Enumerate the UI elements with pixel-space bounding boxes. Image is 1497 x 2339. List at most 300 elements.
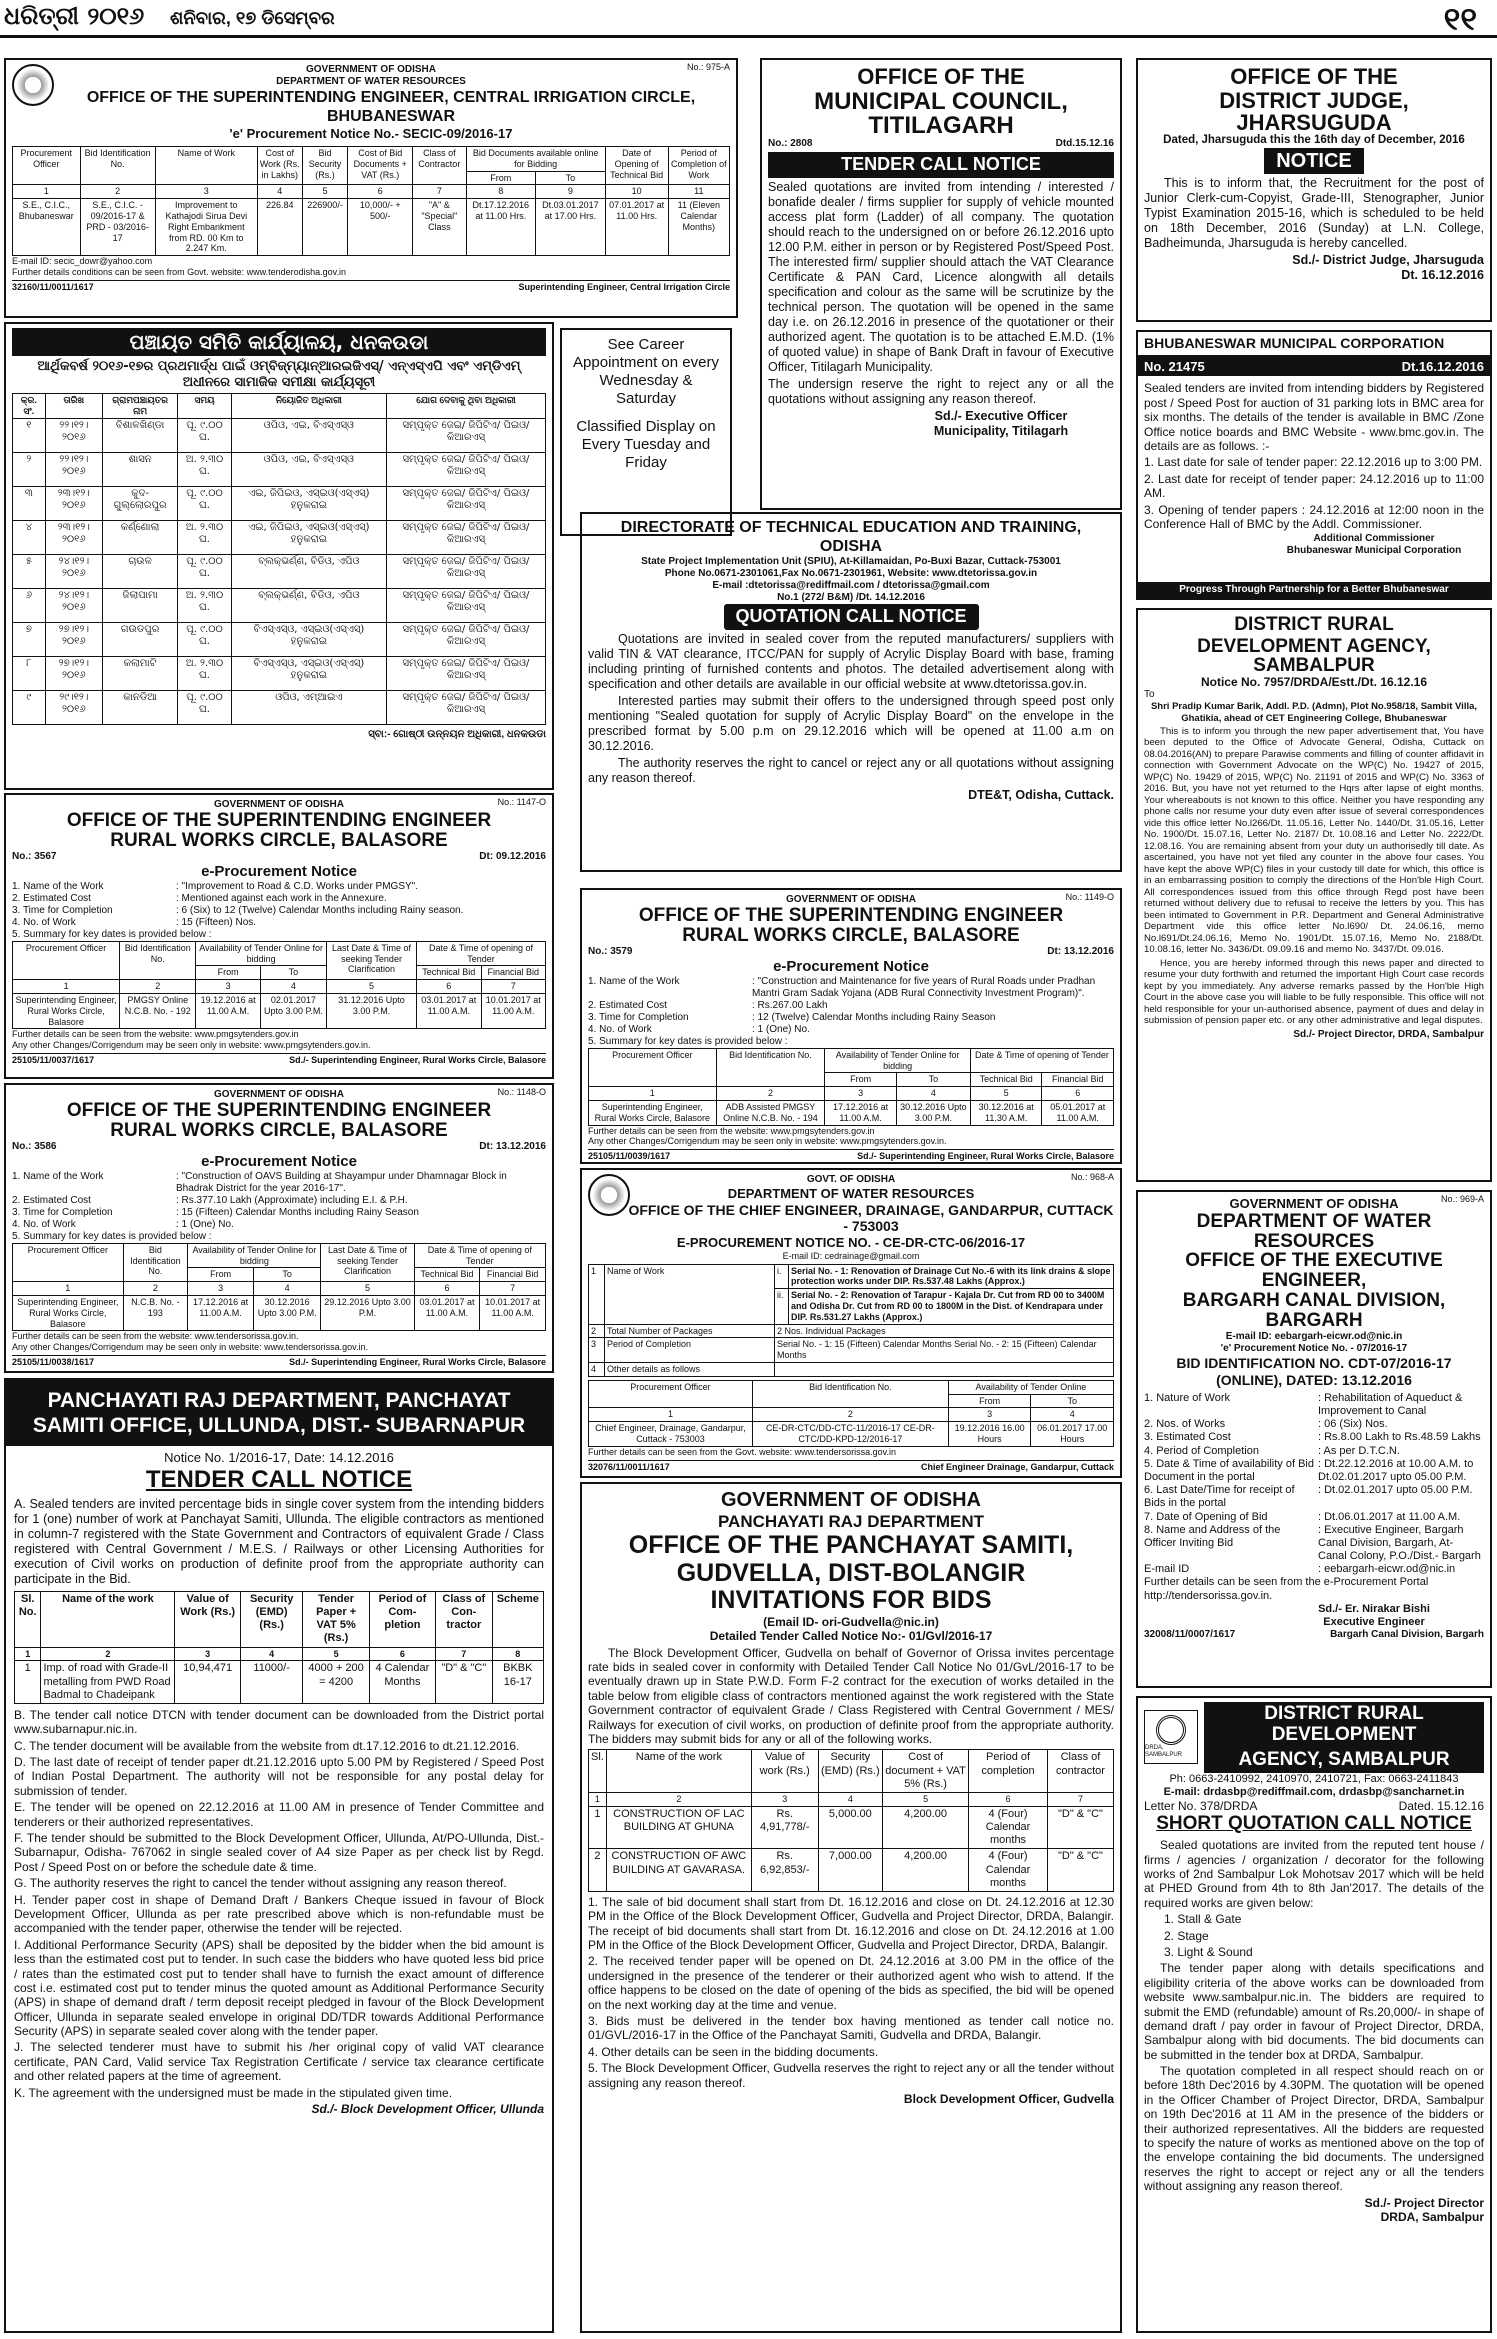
office-title: DISTRICT RURAL	[1234, 614, 1394, 635]
table-cell: ବ୍ଲକ୍‌ଭର୍ଣ୍ଣ, ବିଡିଓ, ଏପିଓ	[231, 588, 386, 622]
list-item: F. The tender should be submitted to the Block Development Officer, Ullunda, At/PO-Ullunda, Dist.- Subarnapur, Odisha- 767062 in single sealed cover of A4 size Paper as per check list by Regd. Post / Speed Post on or before the schedule date & time.	[14, 1831, 544, 1874]
cell-text: 4	[589, 1362, 605, 1376]
list-item	[12, 905, 546, 917]
list-item	[12, 917, 546, 929]
item-label: 2. Estimated Cost	[12, 1194, 91, 1206]
table-cell: ବ୍ଲକ୍‌ଭର୍ଣ୍ଣ, ବିଡିଓ, ଏପିଓ	[231, 554, 386, 588]
cell-text: 1	[13, 980, 120, 994]
list-item	[12, 1207, 546, 1219]
corrigendum: Any other Changes/Corrigendum may be seen only in website: www.pmgsytenders.gov.in.	[588, 1136, 947, 1147]
cell-text: 5,000.00	[818, 1806, 882, 1849]
cell-text: Financial Bid	[481, 966, 546, 980]
table-cell: ସମ୍ପୃକ୍ତ ଜେଇ/ ଜିପିଟିଏ/ ପିଇଓ/ କିଆରଏସ୍	[386, 554, 545, 588]
cell-text: 17.12.2016 at 11.00 A.M.	[825, 1101, 897, 1126]
notice-title: 'e' Procurement Notice No. - 07/2016-17	[1220, 1343, 1408, 1355]
signature: Sd./- Superintending Engineer, Rural Works Circle, Balasore	[289, 1055, 546, 1066]
cell-text: 1	[13, 1282, 124, 1296]
table-cell: ୨୩।୧୨।୨୦୧୬	[45, 486, 102, 520]
cell-text: Period of Com- pletion	[369, 1591, 435, 1647]
table-cell: ସମ୍ପୃକ୍ତ ଜେଇ/ ଜିପିଟିଏ/ ପିଇଓ/ କିଆରଏସ୍	[386, 486, 545, 520]
table-cell: ଗଉଡପୁର	[102, 622, 177, 656]
cell-text: Financial Bid	[480, 1268, 546, 1282]
code: 32160/11/0011/1617	[12, 281, 94, 292]
table-cell: ବିଶାଳଖିଣ୍ଡା	[102, 418, 177, 452]
office-title: OFFICE OF THE SUPERINTENDING ENGINEER	[638, 905, 1064, 926]
item-label: 4. Period of Completion	[1144, 1444, 1259, 1457]
work-table: 1 Name of Work i. Serial No. - 1: Renovation of Drainage Cut No.-6 with its link drains & slope protection works under DIP. Rs.537.48 Lakhs (Approx.) ii. Serial No. - 2: Renovation of Tarapur - Kajala Dr. Cut from RD 00 to 3400M and Odisha Dr. Cut from RD 00 to 1800M in the Dist. of Kendrapara under DIP. Rs.531.27 Lakhs (Approx.) 2 Total Number of Packages 2 Nos. Individual Packages 3 Period of Completion Serial No. - 1: 15 (Fifteen) Calendar Months Serial No. - 2: 15 (Fifteen) Calendar Months 4 Other details as follows	[588, 1264, 1114, 1377]
ref-date: Dt: 13.12.2016	[479, 1140, 546, 1152]
cell-text: ସମୟ	[178, 394, 232, 419]
cell-text: Bid Identification No.	[752, 1380, 948, 1408]
list-item	[588, 976, 1114, 1000]
cell-text: Superintending Engineer, Rural Works Circle, Balasore	[13, 1296, 124, 1331]
cell-text: 2	[123, 1282, 188, 1296]
drda-logo	[1144, 1710, 1198, 1764]
cell-text: 03.01.2017 at 11.00 A.M.	[417, 994, 481, 1029]
cell-text: 226.84	[257, 199, 302, 256]
signature: Additional Commissioner	[1313, 533, 1435, 545]
cell-text: Availability of Tender Online for bidding	[825, 1048, 971, 1073]
cell-text: "D" & "C"	[1047, 1849, 1113, 1892]
cell-text: ଗ୍ରାମପଞ୍ଚାୟତର ନାମ	[102, 394, 177, 419]
signature: Sd./- Project Director, DRDA, Sambalpur	[1293, 1028, 1484, 1040]
office-title: OFFICE OF THE SUPERINTENDING ENGINEER	[66, 1100, 492, 1121]
list-item: I. Additional Performance Security (APS) shall be deposited by the bidder when the bid amount is less than the estimated cost put to tender. In such case the bidders who have quoted less bid price / rates than the estimated cost put to tender shall have to furnish the exact amount of difference cost i.e. estimated cost put to tender minus the quoted amount as Additional Performance Security (APS) in shape of demand draft / term deposit receipt pledged in favour of the Block Development Officer, Ullunda in separate sealed envelope in original DD/TDR towards Additional Performance Security (APS) in separate sealed cover along with the tender paper.	[14, 1937, 544, 2039]
dates-table	[12, 941, 546, 1030]
cell-text: Tender Paper + VAT 5% (Rs.)	[303, 1591, 369, 1647]
cell-text: Last Date & Time of seeking Tender Clarification	[321, 1243, 414, 1281]
notice-drda-quotation	[1136, 1696, 1492, 2333]
bid-date: (ONLINE), DATED: 13.12.2016	[1216, 1372, 1412, 1389]
signature: Bargarh Canal Division, Bargarh	[1330, 1629, 1484, 1641]
list-item	[588, 1012, 1114, 1024]
cell-text: 5	[302, 185, 348, 199]
to-label: To	[1144, 689, 1155, 701]
cell-text: 4 (Four) Calendar months	[969, 1806, 1048, 1849]
table-cell: ପୂ. ୯.୦୦ ଘ.	[178, 418, 232, 452]
gov-label: GOVERNMENT OF ODISHA	[213, 799, 344, 810]
tender-table	[12, 146, 730, 256]
office-title: BHUBANESWAR MUNICIPAL CORPORATION	[1138, 332, 1490, 357]
cell-text: Date & Time of opening of Tender	[414, 1243, 545, 1268]
cell-text: Bid Documents available online for Bidding	[466, 146, 605, 171]
office-title: OFFICE OF THE	[1230, 64, 1398, 89]
cell-text: Name of the work	[41, 1591, 175, 1647]
body-text: The Block Development Officer, Gudvella on behalf of Governor of Orissa invites percentage rate bids in sealed cover in conformity with Detailed Tender Call Notice No 01/GvL/2016-17 to be eventually drawn up in State P.W.D. Form F-2 contract for the execution of works detailed in the table below from eligible class of contractors mentioned against the work registered with the State Government contractor of equivalent Grade / Class Registered with Central Government / MES/ Railways for execution of civil works, on production of definite proof from the appropriate authority. The bidders may submit bids for any or all of the following works.	[588, 1645, 1114, 1747]
ref-date: Dated, Jharsuguda this the 16th day of December, 2016	[1163, 134, 1465, 147]
list-item	[12, 1219, 546, 1231]
list-item	[1144, 1484, 1484, 1510]
cell-text: 3	[751, 1792, 818, 1806]
cell-text: Class of Contractor	[413, 146, 466, 184]
summary-label: 5. Summary for key dates is provided below :	[588, 1035, 788, 1047]
notice-central-irrigation	[4, 58, 738, 318]
table-cell: ଏଇ, ଜିପିଇଓ, ଏସ୍‌ଇଓ(ଏସ୍‌ଏସ୍‌) ହନୁକରାଇ	[231, 486, 386, 520]
code: 25105/11/0039/1617	[588, 1151, 671, 1162]
cell-text: Value of Work (Rs.)	[175, 1591, 240, 1647]
office-title: DISTRICT JUDGE, JHARSUGUDA	[1219, 88, 1409, 136]
cell-text: Period of completion	[969, 1750, 1048, 1793]
list-item: K. The agreement with the undersigned must be made in the stipulated given time.	[14, 2085, 453, 2100]
notice-drda-absence	[1136, 608, 1492, 1182]
signature: DTE&T, Odisha, Cuttack.	[968, 787, 1114, 802]
cell-text: Procurement Officer	[13, 941, 120, 979]
cell-text: 06.01.2017 17.00 Hours	[1031, 1422, 1114, 1447]
cell-text: 2	[716, 1087, 825, 1101]
ref-date: Dt: 09.12.2016	[479, 850, 546, 862]
table-cell: ସମ୍ପୃକ୍ତ ଜେଇ/ ଜିପିଟିଏ/ ପିଇଓ/ କିଆରଏସ୍	[386, 418, 545, 452]
list-item	[12, 1195, 546, 1207]
table-cell: ୧	[13, 418, 46, 452]
item-value: : Rs.267.00 Lakh	[752, 999, 828, 1011]
cell-text: "D" & "C"	[1047, 1806, 1113, 1849]
item-value: : 12 (Twelve) Calendar Months including Rainy Season	[752, 1011, 996, 1023]
cell-text: 7	[1047, 1792, 1113, 1806]
list-item: J. The selected tenderer must have to submit his /her original copy of valid VAT clearance certificate, PAN Card, Valid service Tax Registration Certificate / service tax clearance certificate and other related papers at the time of agreement.	[14, 2040, 544, 2084]
email: E-mail ID: eebargarh-eicwr.od@nic.in	[1225, 1331, 1403, 1343]
body-text: Interested parties may submit their offers to the undersigned through speed post only mentioning "Sealed quotation for supply of Acrylic Display Board" on the envelope in the prescribed format by 5.00 p.m on 29.12.2016 which will be opened at 11.00 a.m on 30.12.2016.	[588, 693, 1114, 753]
notice-title: SHORT QUOTATION CALL NOTICE	[1156, 1813, 1472, 1835]
cell-text: Availability of Tender Online for bidding	[188, 1243, 321, 1268]
email: E-mail :dtetorissa@rediffmail.com / dtetorissa@gmail.com	[712, 580, 990, 592]
gov-label: GOVERNMENT OF ODISHA	[213, 1089, 344, 1100]
cell-text: Cost of Bid Documents + VAT (Rs.)	[348, 146, 413, 184]
signature: Sd./- Er. Nirakar Bishi	[1318, 1602, 1430, 1615]
item-label: 7. Date of Opening of Bid	[1144, 1510, 1268, 1523]
ref-no: Notice No. 7957/DRDA/Estt./Dt. 16.12.16	[1200, 674, 1428, 689]
signature: Sd./- Superintending Engineer, Rural Works Circle, Balasore	[857, 1151, 1114, 1162]
table-cell: ସମ୍ପୃକ୍ତ ଜେଇ/ ଜିପିଟିଏ/ ପିଇଓ/ କିଆରଏସ୍	[386, 622, 545, 656]
item-label: 4. No. of Work	[12, 1218, 76, 1230]
table-cell: ୨୪।୧୨।୨୦୧୬	[45, 588, 102, 622]
notice-number: No.: 969-A	[1440, 1194, 1484, 1204]
list-item: 2. Stage	[1164, 1928, 1209, 1943]
cell-text: 7,000.00	[818, 1849, 882, 1892]
table-cell: ଓପିଓ, ଏମ୍‌ଆଇଏ	[231, 690, 386, 724]
item-label: 1. Nature of Work	[1144, 1391, 1230, 1404]
further-details: Further details can be seen from the website: www.pmgsytenders.gov.in	[588, 1125, 875, 1136]
corrigendum: Any other Changes/Corrigendum may be seen only in website: www.pmgsytenders.gov.in.	[12, 1040, 371, 1051]
office-title: OFFICE OF THE CHIEF ENGINEER, DRAINAGE, GANDARPUR, CUTTACK - 753003	[628, 1201, 1114, 1235]
cell-text: ADB Assisted PMGSY Online N.C.B. No. - 194	[716, 1101, 825, 1126]
table-row	[13, 588, 546, 622]
cell-text: Bid Identification No.	[716, 1048, 825, 1086]
cell-text: 02.01.2017 Upto 3.00 P.M.	[260, 994, 326, 1029]
ref-date: Dtd.15.12.16	[1055, 138, 1114, 150]
cell-text: To	[896, 1073, 970, 1087]
cell-text: 10	[605, 185, 668, 199]
table-cell: ପୂ. ୯.୦୦ ଘ.	[178, 690, 232, 724]
table-cell: ୨୪।୧୨।୨୦୧୬	[45, 554, 102, 588]
item-label: 5. Date & Time of availability of Bid Document in the portal	[1144, 1457, 1314, 1483]
cell-text: Superintending Engineer, Rural Works Circle, Balasore	[13, 994, 120, 1029]
notice-rwc-balasore-3567	[4, 793, 554, 1079]
table-cell: ୯	[13, 690, 46, 724]
table-cell: ୨୭।୧୨।୨୦୧୬	[45, 622, 102, 656]
cell-text: Bid Identification No.	[80, 146, 155, 184]
table-cell: ସମ୍ପୃକ୍ତ ଜେଇ/ ଜିପିଟିଏ/ ପିଇଓ/ କିଆରଏସ୍	[386, 656, 545, 690]
cell-text: From	[466, 171, 536, 185]
office-title: RURAL WORKS CIRCLE, BALASORE	[682, 924, 1020, 946]
list-item: E. The tender will be opened on 22.12.2016 at 11.00 AM in presence of Tender Committee and tenderers or their authorized representatives.	[14, 1800, 544, 1829]
cell-text: "D" & "C"	[436, 1661, 493, 1704]
list-item: 3. Opening of tender papers : 24.12.2016 at 12:00 noon in the Conference Hall of BMC by the Addl. Commissioner.	[1144, 502, 1484, 531]
cell-text: Improvement to Kathajodi Sirua Devi Right Embankment from RD. 00 Km to 2.247 Km.	[155, 199, 257, 256]
office-title: DEPARTMENT OF WATER RESOURCES	[1196, 1210, 1432, 1252]
cell-text: 19.12.2016 at 11.00 A.M.	[196, 994, 260, 1029]
table-cell: ସମ୍ପୃକ୍ତ ଜେଇ/ ଜିପିଟିଏ/ ପିଇଓ/ କିଆରଏସ୍	[386, 520, 545, 554]
list-item: D. The last date of receipt of tender paper dt.21.12.2016 upto 5.00 PM by Registered / Speed Post of Indian Postal Department. The authority will not be responsible for any postal delay for submission of tender.	[14, 1755, 544, 1798]
cell-text: 30.12.2016 Upto 3.00 P.M.	[253, 1296, 321, 1331]
code: 32076/11/0011/1617	[588, 1461, 670, 1472]
further-details: Further details can be seen from the website: www.tendersorissa.gov.in.	[12, 1331, 299, 1342]
body-text: Quotations are invited in sealed cover from the reputed manufacturers/ suppliers with valid TIN & VAT clearance, ITCC/PAN for supply of Acrylic Display Board with base, framing including printing of furnished contents and photos. The detailed advertisement along with specification and other details are available in our official website at www.dtetorissa.gov.in.	[588, 631, 1114, 691]
item-value: : "Construction and Maintenance for five years of Rural Roads under Pradhan Mantri Gram Sadak Yojana (ADB Rural Connectivity Investment Program)".	[752, 975, 1096, 999]
summary-label: 5. Summary for key dates is provided below :	[12, 1230, 212, 1242]
table-cell: ୨୯।୧୨।୨୦୧୬	[45, 690, 102, 724]
cell-text: 03.01.2017 at 11.00 A.M.	[414, 1296, 480, 1331]
cell-text: S.E., C.I.C., Bhubaneswar	[13, 199, 81, 256]
table-cell: ସମ୍ପୃକ୍ତ ଜେଇ/ ଜିପିଟିଏ/ ପିଇଓ/ କିଆରଏସ୍	[386, 690, 545, 724]
item-value: : 15 (Fifteen) Nos.	[176, 916, 257, 928]
work-table	[14, 1591, 544, 1704]
email: E-mail ID: cedrainage@gmail.com	[782, 1250, 920, 1261]
cell-text: 5	[303, 1647, 369, 1661]
gov-label: GOVERNMENT OF ODISHA	[785, 894, 916, 905]
signature: Sd./- Superintending Engineer, Rural Works Circle, Balasore	[289, 1357, 546, 1368]
cell-text: Superintending Engineer, Rural Works Circle, Balasore	[589, 1101, 717, 1126]
dept-label: DEPARTMENT OF WATER RESOURCES	[727, 1186, 975, 1201]
cell-text: To	[253, 1268, 321, 1282]
cell-text: 8	[492, 1647, 543, 1661]
cell-text: Procurement Officer	[589, 1048, 717, 1086]
cell-text: From	[825, 1073, 897, 1087]
cell-text: 1	[589, 1408, 753, 1422]
notice-bargarh-canal	[1136, 1190, 1492, 1688]
cell-text: Other details as follows	[605, 1362, 775, 1376]
table-row	[13, 690, 546, 724]
table-cell: ୫	[13, 554, 46, 588]
item-value: : Rs.377.10 Lakh (Approximate) including E.I. & P.H.	[176, 1194, 408, 1206]
cell-text: 05.01.2017 at 11.00 A.M.	[1042, 1101, 1114, 1126]
notice-title: 'e' Procurement Notice No.- SECIC-09/2016-17	[229, 126, 513, 142]
signature: DRDA, Sambalpur	[1380, 2210, 1484, 2224]
item-label: 1. Name of the Work	[588, 975, 680, 987]
item-label: 3. Time for Completion	[588, 1011, 689, 1023]
notice-title: E-PROCUREMENT NOTICE NO. - CE-DR-CTC-06/2016-17	[676, 1235, 1026, 1251]
office-title: PANCHAYATI RAJ DEPARTMENT, PANCHAYAT	[47, 1389, 511, 1412]
table-row	[13, 486, 546, 520]
notice-dtet	[580, 512, 1122, 872]
cell-text: Security (EMD) (Rs.)	[818, 1750, 882, 1793]
cell-text: Technical Bid	[414, 1268, 480, 1282]
table-cell: ସମ୍ପୃକ୍ତ ଜେଇ/ ଜିପିଟିଏ/ ପିଇଓ/ କିଆରଏସ୍	[386, 588, 545, 622]
list-item	[1144, 1445, 1484, 1458]
cell-text: To	[1031, 1394, 1114, 1408]
list-item	[12, 881, 546, 893]
ref-no: No.: 3567	[12, 850, 57, 862]
cell-text: 2	[80, 185, 155, 199]
table-row	[13, 622, 546, 656]
cell-text: 5	[883, 1792, 969, 1806]
cell-text: 1	[589, 1792, 607, 1806]
email: (Email ID- ori-Gudvella@nic.in)	[763, 1614, 939, 1629]
office-title: DIRECTORATE OF TECHNICAL EDUCATION AND TRAINING, ODISHA	[620, 519, 1082, 556]
signature: Superintending Engineer, Central Irrigation Circle	[518, 281, 730, 292]
cell-text: Dt.03.01.2017 at 17.00 Hrs.	[536, 199, 606, 256]
table-row	[13, 520, 546, 554]
item-label: 8. Name and Address of the Officer Inviting Bid	[1144, 1523, 1281, 1549]
odia-title: ପଞ୍ଚାୟତ ସମିତି କାର୍ଯ୍ୟାଳୟ, ଧନକଉଡା	[12, 328, 546, 356]
odisha-emblem-icon	[12, 64, 54, 106]
cell-text: Availability of Tender Online	[948, 1380, 1113, 1394]
cell-text: କ୍ର. ସଂ.	[13, 394, 46, 419]
cell-text: Imp. of road with Grade-II metalling from PWD Road Badmal to Chadeipank	[41, 1661, 175, 1704]
cell-text: 3	[948, 1408, 1031, 1422]
cell-text: To	[260, 966, 326, 980]
cell-text: Value of work (Rs.)	[751, 1750, 818, 1793]
cell-text: Class of contractor	[1047, 1750, 1113, 1793]
table-cell: କାନଡିଆ	[102, 690, 177, 724]
cell-text: Procurement Officer	[589, 1380, 753, 1408]
body-text: The authority reserves the right to cancel or reject any or all quotations without assigning any reason thereof.	[588, 755, 1114, 785]
cell-text: Bid Identification No.	[123, 1243, 188, 1281]
cell-text: 4	[1031, 1408, 1114, 1422]
cell-text: 2 Nos. Individual Packages	[775, 1324, 1114, 1338]
office-title: MUNICIPAL COUNCIL, TITILAGARH	[814, 88, 1068, 140]
gov-label: GOVT. OF ODISHA	[806, 1174, 896, 1185]
item-value: : 6 (Six) to 12 (Twelve) Calendar Months including Rainy season.	[176, 904, 464, 916]
cell-text: 1	[13, 185, 81, 199]
table-cell: ଓପିଓ, ଏଇ, ବିଏସ୍‌ଏସ୍‌ଓ	[231, 418, 386, 452]
cell-text: Last Date & Time of seeking Tender Clarification	[326, 941, 416, 979]
body-text: The undersign reserve the right to reject any or all the quotations without assigning any reason thereof.	[768, 376, 1114, 406]
dates-table	[12, 1243, 546, 1332]
table-cell: ଅ. ୨.୩୦ ଘ.	[178, 452, 232, 486]
cell-text: Period of Completion	[605, 1338, 775, 1363]
item-value: : Dt.22.12.2016 at 10.00 A.M. to Dt.02.01.2017 upto 05.00 P.M.	[1318, 1457, 1474, 1483]
table-cell: ପୂ. ୯.୦୦ ଘ.	[178, 622, 232, 656]
further-details: Further details can be seen from the e-Procurement Portal http://tendersorissa.gov.in.	[1144, 1576, 1429, 1602]
office-title: RURAL WORKS CIRCLE, BALASORE	[110, 829, 448, 851]
list-item	[12, 893, 546, 905]
cell-text: 4	[260, 980, 326, 994]
notice-district-judge	[1136, 58, 1492, 322]
table-cell: ୨୭।୧୨।୨୦୧୬	[45, 656, 102, 690]
cell-text: 4,200.00	[883, 1849, 969, 1892]
list-item: 2. Last date for receipt of tender paper: 24.12.2016 up to 11:00 AM.	[1144, 471, 1484, 501]
cell-text: 1	[15, 1661, 41, 1704]
item-label: 2. Estimated Cost	[12, 892, 91, 904]
ref-no: No.: 3579	[588, 945, 633, 957]
dateline: ଶନିବାର, ୧୭ ଡିସେମ୍ବର	[170, 8, 335, 28]
list-item: C. The tender document will be available from the website from dt.17.12.2016 to dt.21.12.2016.	[14, 1738, 520, 1753]
dept-label: PANCHAYATI RAJ DEPARTMENT	[717, 1512, 985, 1531]
item-value: : Rehabilitation of Aqueduct & Improvement to Canal	[1318, 1391, 1463, 1417]
cell-text: N.C.B. No. - 193	[123, 1296, 188, 1331]
cell-text: From	[948, 1394, 1031, 1408]
cell-text: Cost of document + VAT 5% (Rs.)	[883, 1750, 969, 1793]
cell-text: 1	[589, 1087, 717, 1101]
cell-text: Procurement Officer	[13, 1243, 124, 1281]
item-label: 2. Nos. of Works	[1144, 1418, 1226, 1431]
promo-career	[560, 328, 732, 536]
list-item: 2. The received tender paper will be opened on Dt. 24.12.2016 at 3.00 PM in the office of the undersigned in the presence of the tenderer or their authorized agent who wish to attend. If the office happens to be closed on the date of opening of the bids as specified, the bid will be opened on the next working day at the time and venue.	[588, 1954, 1114, 2012]
email: E-mail ID: secic_dowr@yahoo.com	[12, 256, 153, 267]
cell-text: To	[536, 171, 606, 185]
notice-number: Notice No. 1/2016-17, Date: 14.12.2016	[164, 1450, 394, 1466]
item-value: : Mentioned against each work in the Annexure.	[176, 892, 387, 904]
cell-text: 4	[240, 1647, 303, 1661]
item-value: : 1 (One) No.	[176, 1218, 234, 1230]
promo-text: See Career Appointment on every Wednesday & Saturday	[573, 336, 719, 407]
notice-ullunda	[4, 1378, 554, 2333]
body-text: This is to inform you through the new paper advertisement that, You have been deputed to the Office of Advocate General, Odisha, Cuttack on 08.04.2016(AN) to prepare Parawise comments and filling of counter affidavit in connection with Government Advocate on the WP(C) No. 19427 of 2015, WP(C) No. 19429 of 2015, WP(C) No. 21191 of 2015 and WP(C) No. 3363 of 2016. But, you have not yet returned to the Hqrs after lapse of eight months. Your whereabouts is not known to this office. Neither you have responding any phone calls nor resume your duty even after issue of several correspondences vide this office letter No.l266/Dt. 11.05.16, Letter No. 1440/Dt. 31.05.16, Letter No. 1900/Dt. 15.07.16, Letter No. 2187/ Dt. 10.08.16 and Letter No. 2222/Dt. 12.08.16. You are remaining absent from your duty un authorisedly till date. As ascertained, you have not yet filed any counter in the above four cases. You have kept the above WP(C) files in your custody till date for which, this office is in an embarrassing position to comply the directions of the Hon'ble High Court. All correspondences issued from this office through Regd post have been returned without delivery due to refusal to receive the letters by you. This has been intimated to Government in P.R. Department and General Administrative Department vide this office letter No.l690/ Dt. 24.06.16, memo No.l691/Dt.24.06.16, Memo No. 1901/Dt. 15.07.16, Memo No. 2188/Dt. 10.08.16, letter No. 3436/Dt. 09.09.16 and memo No. 3437/Dt. 09.016.	[1144, 725, 1484, 956]
cell-text: 7	[436, 1647, 493, 1661]
logo-text: DRDA, SAMBALPUR	[1145, 1745, 1183, 1759]
item-value: : 06 (Six) Nos.	[1318, 1418, 1388, 1431]
cell-text: 07.01.2017 at 11.00 Hrs.	[605, 199, 668, 256]
item-label: 2. Estimated Cost	[588, 999, 667, 1011]
further-details: Further details conditions can be seen from Govt. website: www.tenderodisha.gov.in	[12, 266, 347, 277]
cell-text: Class of Con- tractor	[436, 1591, 493, 1647]
item-label: E-mail ID	[1144, 1563, 1190, 1576]
cell-text: Scheme	[492, 1591, 543, 1647]
cell-text: 4	[896, 1087, 970, 1101]
body-text: Hence, you are hereby informed through this news paper and directed to resume your duty forthwith and returned the important High Court case records kept by you immediately. Any adverse remarks passed by the Hon'ble High Court in the above case you will liable to be fully responsible. This office will not held responsible for your un-authorised absence, payment of dues and delay in submission of pension paper etc. or any other administrative and legal disputes.	[1144, 957, 1484, 1027]
ullunda-banner	[6, 1380, 552, 1446]
cell-text: 11000/-	[240, 1661, 303, 1704]
table-row	[13, 554, 546, 588]
item-value: : "Improvement to Road & C.D. Works under PMGSY".	[176, 880, 418, 892]
corrigendum: Any other Changes/Corrigendum may be seen only in website: www.tendersorissa.gov.in.	[12, 1342, 369, 1353]
cell-text: From	[188, 1268, 254, 1282]
body-text: The quotation completed in all respect should reach on or before 18th Dec'2016 by 4.30PM. The quotation will be opened in the Officer Chamber of Project Director, DRDA, Sambalpur on 19th Dec'2016 at 11 AM in the presence of the bidders or their authorized representatives. All the bidders are requested to specify the nature of works as mentioned above on the top of the envelope containing the bid documents. The undersigned reserves the right to accept or reject any or all the tenders without assigning any reason thereof.	[1144, 2064, 1484, 2194]
signature-date: Dt. 16.12.2016	[1401, 268, 1484, 283]
cell-text: Technical Bid	[970, 1073, 1042, 1087]
cell-text: Cost of Work (Rs. in Lakhs)	[257, 146, 302, 184]
cell-text: 31.12.2016 Upto 3.00 P.M.	[326, 994, 416, 1029]
cell-text: Chief Engineer, Drainage, Gandarpur, Cuttack - 753003	[589, 1422, 753, 1447]
further-details: Further details can be seen from the Govt. website: www.tendersorissa.gov.in	[588, 1446, 896, 1457]
table-cell: ବିଏସ୍‌ଏସ୍‌ଓ, ଏସ୍‌ଇଓ(ଏସ୍‌ଏସ୍‌) ହନୁକରାଇ	[231, 622, 386, 656]
cell-text: ଯୋଗ ଦେବାକୁ ଥିବା ଅଧିକାରୀ	[386, 394, 545, 419]
table-cell: ୨୨।୧୨।୨୦୧୬	[45, 452, 102, 486]
ref-date: Dated. 15.12.16	[1398, 1799, 1484, 1814]
cell-text: 3	[155, 185, 257, 199]
list-item: 3. Bids must be delivered in the tender box having mentioned as tender call notice no. 01/GVL/2016-17 in the Office of the Panchayat Samiti, Gudvella and DRDA, Balangir.	[588, 2014, 1114, 2043]
table-cell: ୮	[13, 656, 46, 690]
cell-text: 6	[417, 980, 481, 994]
item-label: 3. Estimated Cost	[1144, 1431, 1231, 1444]
cell-text: 5	[970, 1087, 1042, 1101]
notice-number: No.: 1149-O	[1065, 892, 1114, 902]
cell-text: 10.01.2017 at 11.00 A.M.	[481, 994, 546, 1029]
table-cell: ୪	[13, 520, 46, 554]
cell-text: Date & Time of opening of Tender	[417, 941, 546, 966]
cell-text: 2	[120, 980, 196, 994]
cell-text: 4000 + 200 = 4200	[303, 1661, 369, 1704]
cell-text: 17.12.2016 at 11.00 A.M.	[188, 1296, 254, 1331]
notice-gudvella	[580, 1482, 1122, 2333]
cell-text: Serial No. - 2: Renovation of Tarapur - Kajala Dr. Cut from RD 00 to 3400M and Odisha Dr. Cut from RD 00 to 1800M in the Dist. of Kendrapara under DIP. Rs.531.27 Lakhs (Approx.)	[789, 1289, 1114, 1324]
item-value: : As per D.T.C.N.	[1318, 1444, 1400, 1457]
table-cell: କୁଦ-ଗୁଲ୍ଲୋରପୁର	[102, 486, 177, 520]
cell-text: Date of Opening of Technical Bid	[605, 146, 668, 184]
cell-text: 19.12.2016 16.00 Hours	[948, 1422, 1031, 1447]
cell-text: Name of Work	[155, 146, 257, 184]
cell-text: 7	[413, 185, 466, 199]
